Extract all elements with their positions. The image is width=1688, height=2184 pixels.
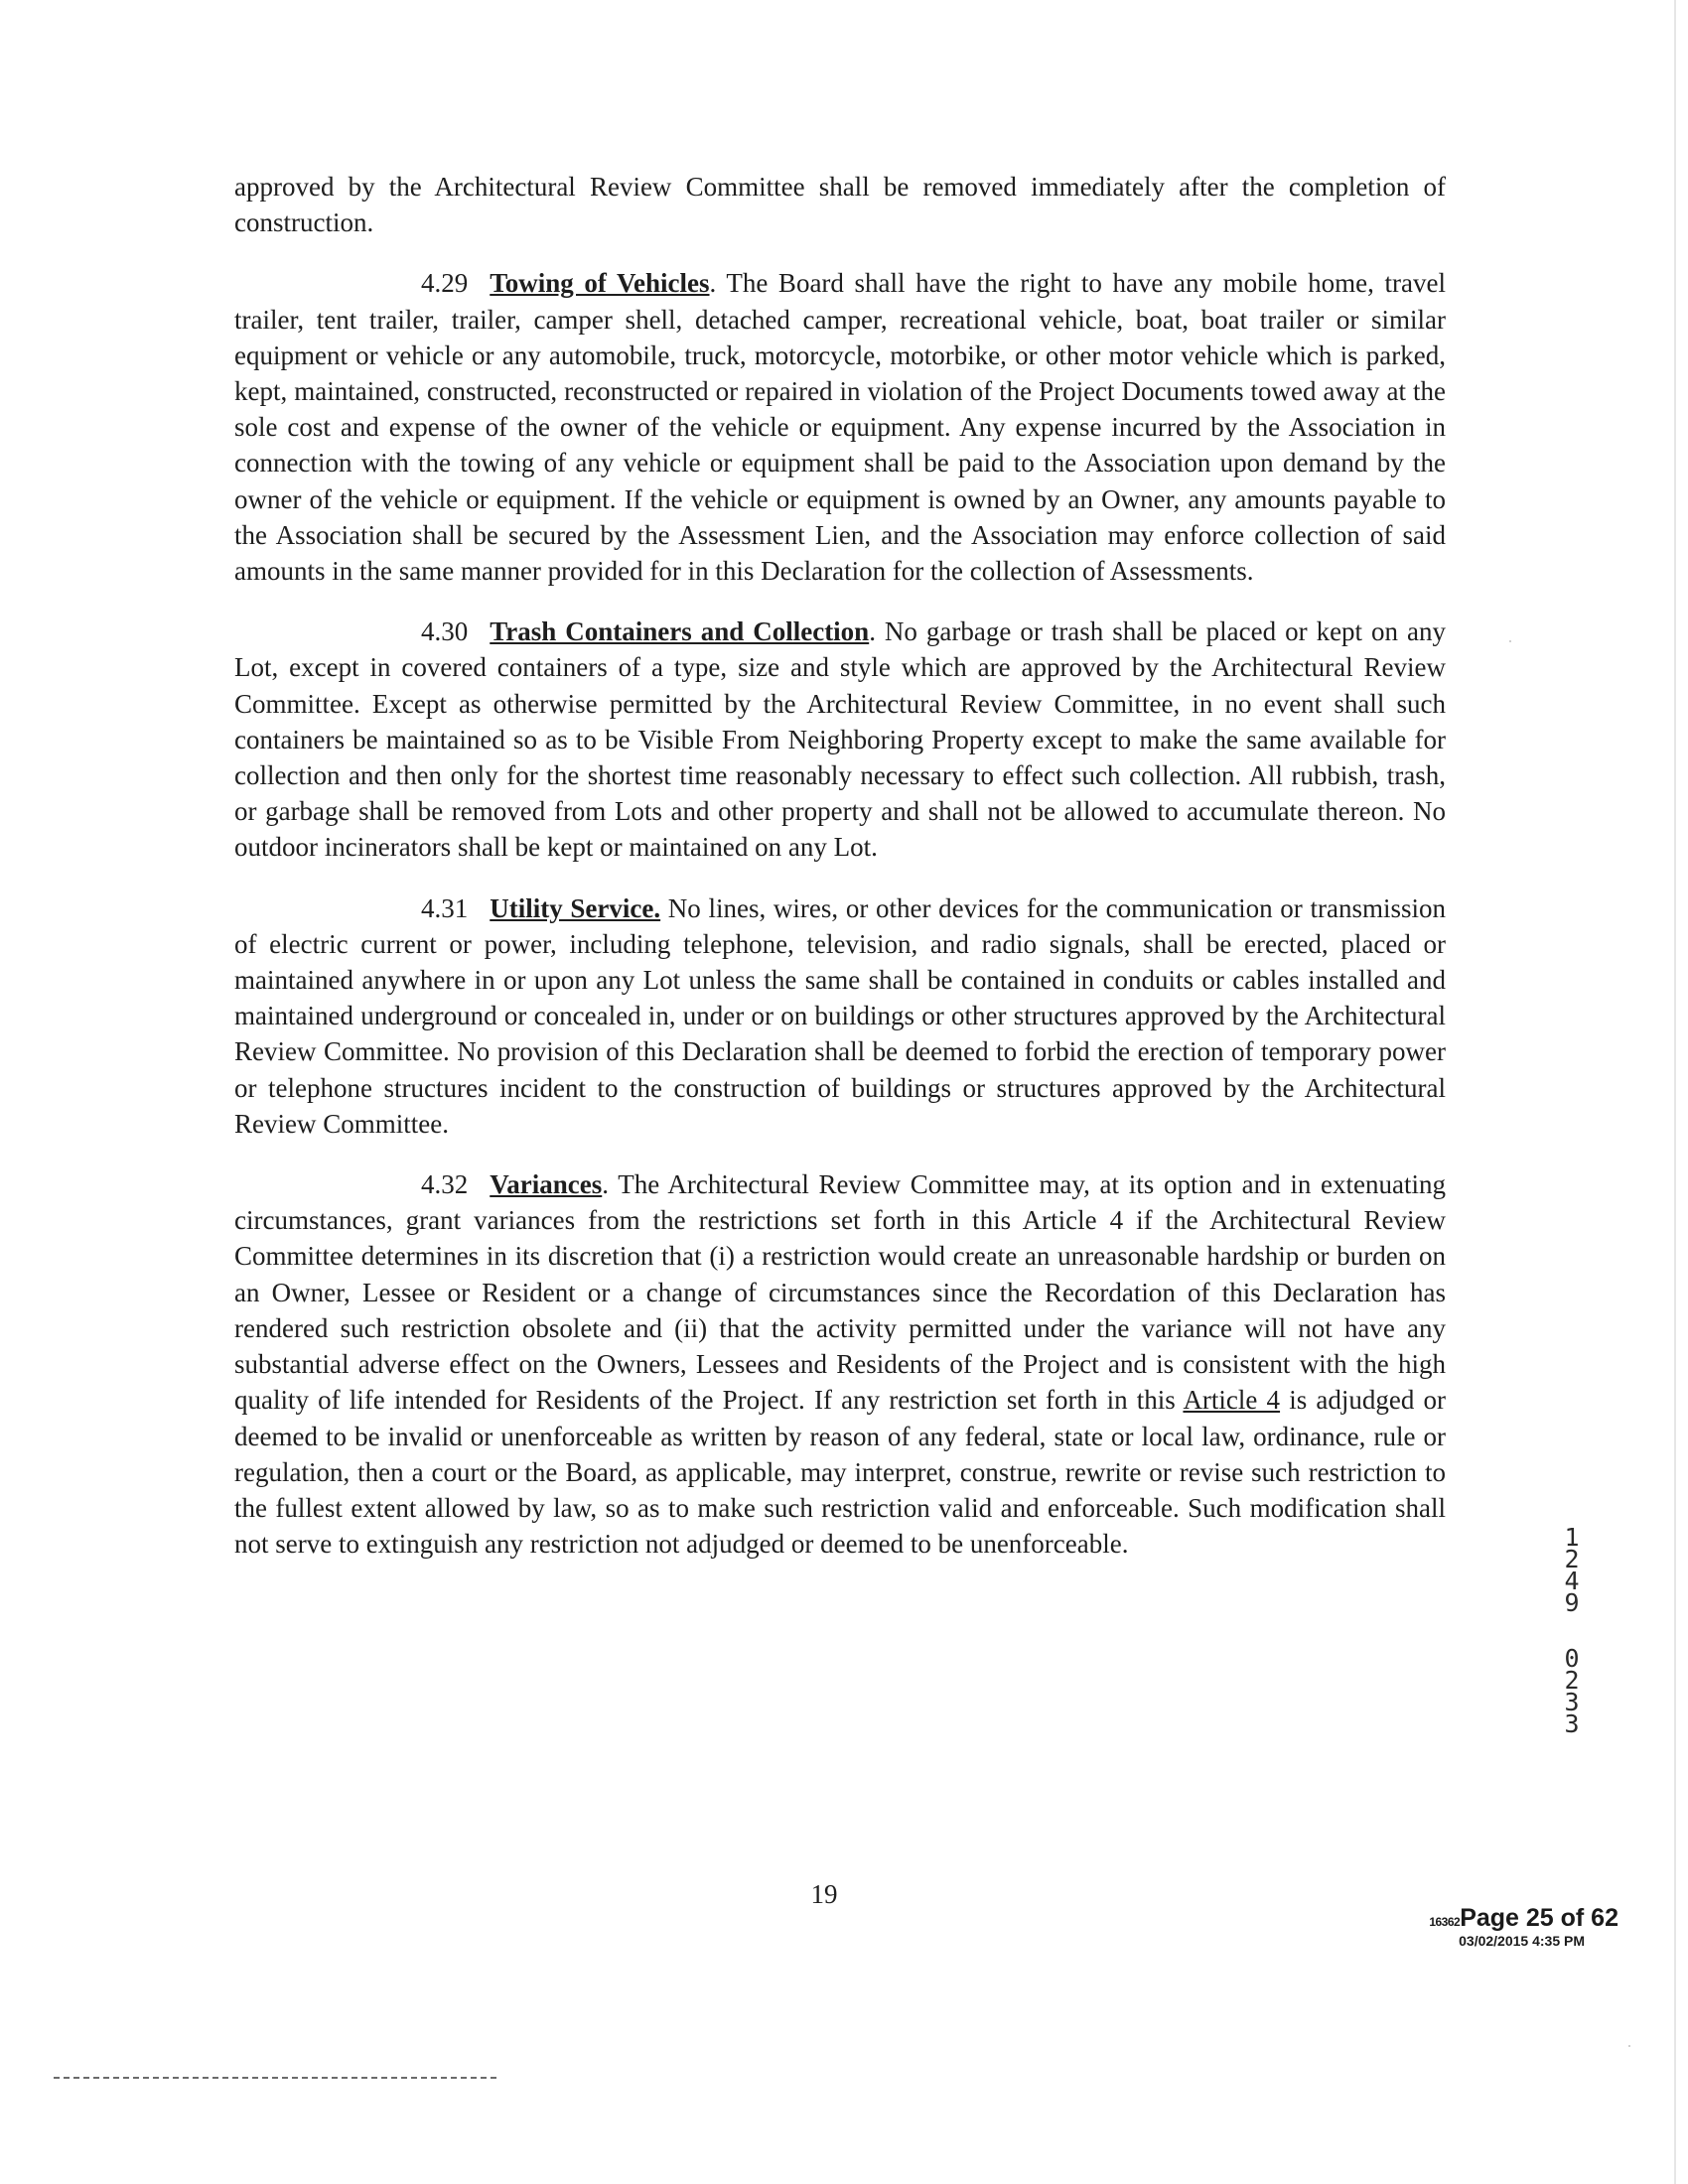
section-4-32 xyxy=(234,1166,1446,1562)
scan-speck xyxy=(1509,640,1511,642)
section-text: . The Architectural Review Committee may, at its option and in extenuating circumstances, grant variances from the restrictions set forth in this Article 4 if the Architectural Review Committee determines in its discretion that (i) a restriction would create an unreasonable hardship or burden on an Owner, Lessee or Resident or a change of circumstances since the Recordation of this Declaration has rendered such restriction obsolete and (ii) that the activity permitted under the variance will not have any substantial adverse effect on the Owners, Lessees and Residents of the Project and is consistent with the high quality of life intended for Residents of the Project. If any restriction set forth in this xyxy=(234,1169,1446,1416)
section-number: 4.29 xyxy=(421,268,469,299)
margin-recording-numbers xyxy=(1564,1523,1590,1738)
section-4-30 xyxy=(234,614,1446,865)
footer-dashed-rule xyxy=(54,2077,496,2079)
section-text: . The Board shall have the right to have any mobile home, travel trailer, tent trailer, trailer, camper shell, detached camper, recreational vehicle, boat, boat trailer or similar equipment or vehicle or any automobile, truck, motorcycle, motorbike, or other motor vehicle which is parked, kept, maintained, constructed, reconstructed or repaired in violation of the Project Documents towed away at the sole cost and expense of the owner of the vehicle or equipment. Any expense incurred by the Association in connection with the towing of any vehicle or equipment shall be paid to the Association upon demand by the owner of the vehicle or equipment. If the vehicle or equipment is owned by an Owner, any amounts payable to the Association shall be secured by the Assessment Lien, and the Association may enforce collection of said amounts in the same manner provided for in this Declaration for the collection of Assessments. xyxy=(234,268,1446,587)
margin-page-number: 0233 xyxy=(1564,1644,1580,1738)
stamp-prefix: 16362 xyxy=(1429,1915,1461,1929)
page-number: 19 xyxy=(810,1879,838,1909)
section-number: 4.30 xyxy=(421,616,469,647)
section-number: 4.31 xyxy=(421,892,469,923)
section-title: Variances xyxy=(490,1169,603,1200)
section-text: . No garbage or trash shall be placed or kept on any Lot, except in covered containers of a type, size and style which are approved by the Architectural Review Committee. Except as otherwise permitted by the Architectural Review Committee, in no event shall such containers be maintained so as to be Visible From Neighboring Property except to make the same available for collection and then only for the shortest time reasonably necessary to effect such collection. All rubbish, trash, or garbage shall be removed from Lots and other property and shall not be allowed to accumulate thereon. No outdoor incinerators shall be kept or maintained on any Lot. xyxy=(234,616,1446,863)
article-reference: Article 4 xyxy=(1183,1385,1281,1416)
section-number: 4.32 xyxy=(421,1169,469,1200)
stamp-page-line xyxy=(1380,1904,1618,1933)
intro-paragraph: approved by the Architectural Review Committee shall be removed immediately after the completion of construction. xyxy=(234,172,1446,238)
recording-stamp xyxy=(1380,1904,1618,1949)
section-text-continued: is adjudged or deemed to be invalid or unenforceable as written by reason of any federal, state or local law, ordinance, rule or regulation, then a court or the Board, as applicable, may interpret, construe, rewrite or revise such restriction to the fullest extent allowed by law, so as to make such restriction valid and enforceable. Such modification shall not serve to extinguish any restriction not adjudged or deemed to be unenforceable. xyxy=(234,1385,1446,1560)
section-4-31 xyxy=(234,890,1446,1142)
stamp-page-label: Page 25 of 62 xyxy=(1460,1904,1618,1932)
section-title: Utility Service. xyxy=(490,892,661,923)
document-body xyxy=(234,169,1446,1586)
section-4-29 xyxy=(234,265,1446,589)
scan-speck xyxy=(1628,2045,1630,2047)
margin-book-number: 1249 xyxy=(1564,1523,1580,1617)
section-title: Trash Containers and Collection xyxy=(490,616,870,647)
scan-edge-line xyxy=(1674,0,1676,2184)
stamp-timestamp: 03/02/2015 4:35 PM xyxy=(1459,1933,1585,1949)
section-title: Towing of Vehicles xyxy=(490,268,710,299)
section-text: No lines, wires, or other devices for the communication or transmission of electric current or power, including telephone, television, and radio signals, shall be erected, placed or maintained anywhere in or upon any Lot unless the same shall be contained in conduits or cables installed and maintained underground or concealed in, under or on buildings or other structures approved by the Architectural Review Committee. No provision of this Declaration shall be deemed to forbid the erection of temporary power or telephone structures incident to the construction of buildings or structures approved by the Architectural Review Committee. xyxy=(234,892,1446,1139)
